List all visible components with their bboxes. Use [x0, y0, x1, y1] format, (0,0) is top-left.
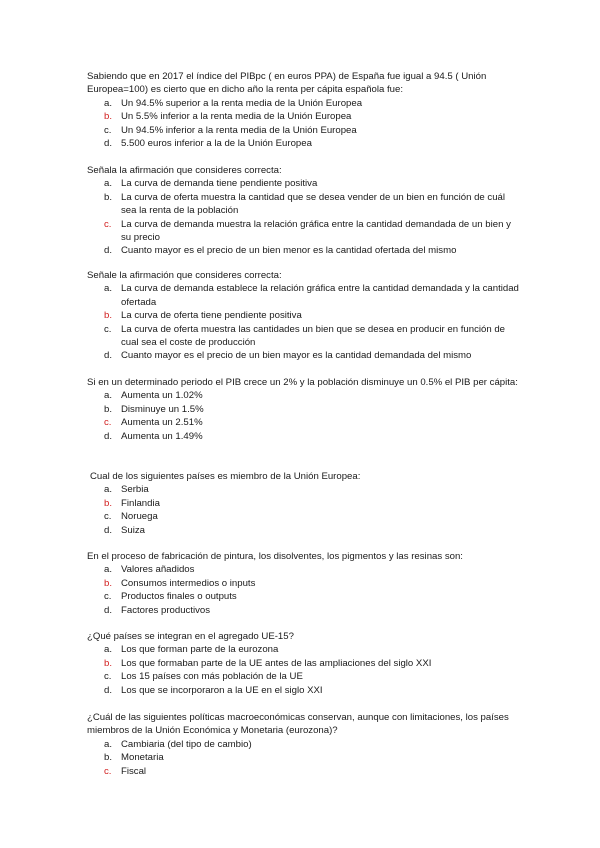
option-letter: d.: [104, 684, 113, 696]
options-list: [87, 282, 519, 362]
option-c: [87, 670, 519, 683]
option-text: Los que formaban parte de la UE antes de las ampliaciones del siglo XXI: [121, 657, 432, 669]
option-letter: b.: [104, 752, 113, 764]
option-letter: c.: [104, 511, 112, 523]
question-stem: Sabiendo que en 2017 el índice del PIBpc ( en euros PPA) de España fue igual a 94.5 ( Unión Europea=100) es cierto que en dicho año la renta per cápita española fue:: [87, 71, 487, 96]
question-stem: Cual de los siguientes países es miembro de la Unión Europea:: [90, 471, 361, 482]
option-text: La curva de demanda tiene pendiente positiva: [121, 178, 318, 190]
question-1: [87, 70, 519, 150]
option-b: [87, 191, 519, 218]
options-list: [87, 563, 519, 617]
option-text: La curva de oferta muestra la cantidad que se desea vender de un bien en función de cuál sea la renta de la población: [121, 191, 506, 217]
option-letter: a.: [104, 178, 113, 190]
option-c: [87, 590, 519, 603]
option-letter: d.: [104, 430, 113, 442]
option-letter-highlighted: b.: [104, 577, 113, 589]
option-letter-highlighted: c.: [104, 417, 112, 429]
option-c: [87, 416, 519, 429]
options-list: [87, 643, 519, 697]
option-text: Un 94.5% inferior a la renta media de la Unión Europea: [121, 124, 357, 136]
option-text: Aumenta un 1.49%: [121, 430, 203, 442]
option-letter: d.: [104, 245, 113, 257]
option-text: Consumos intermedios o inputs: [121, 577, 256, 589]
option-letter: c.: [104, 671, 112, 683]
option-letter-highlighted: c.: [104, 218, 112, 230]
question-stem: ¿Qué países se integran en el agregado UE-15?: [87, 631, 294, 642]
option-c: [87, 323, 519, 350]
option-b: [87, 110, 519, 123]
question-stem: En el proceso de fabricación de pintura, los disolventes, los pigmentos y las resinas son:: [87, 551, 463, 562]
option-text: La curva de oferta muestra las cantidades un bien que se desea en producir en función de cual sea el coste de producción: [121, 323, 506, 349]
question-2: [87, 164, 519, 258]
question-stem: ¿Cuál de las siguientes políticas macroeconómicas conservan, aunque con limitaciones, los países miembros de la Unión Económica y Monetaria (eurozona)?: [87, 712, 509, 737]
option-letter: d.: [104, 524, 113, 536]
option-letter-highlighted: c.: [104, 765, 112, 777]
option-b: [87, 497, 522, 510]
options-list: [87, 97, 519, 151]
option-text: Disminuye un 1.5%: [121, 403, 204, 415]
option-d: [87, 684, 519, 697]
option-letter: a.: [104, 97, 113, 109]
option-d: [87, 430, 519, 443]
option-text: Fiscal: [121, 765, 147, 777]
option-text: Cuanto mayor es el precio de un bien mayor es la cantidad demandada del mismo: [121, 350, 472, 362]
option-text: Valores añadidos: [121, 564, 195, 576]
option-text: Un 5.5% inferior a la renta media de la Unión Europea: [121, 111, 352, 123]
option-text: Cuanto mayor es el precio de un bien menor es la cantidad ofertada del mismo: [121, 245, 457, 257]
options-list: [87, 177, 519, 257]
option-a: [87, 177, 519, 190]
option-letter-highlighted: b.: [104, 111, 113, 123]
question-8: [87, 711, 519, 778]
option-d: [87, 349, 519, 362]
option-c: [87, 124, 519, 137]
options-list: [87, 389, 519, 443]
question-7: [87, 630, 519, 697]
option-a: [87, 483, 522, 496]
option-c: [87, 765, 519, 778]
option-letter: c.: [104, 591, 112, 603]
question-stem: Señala la afirmación que consideres correcta:: [87, 165, 282, 176]
option-letter: a.: [104, 484, 113, 496]
option-letter-highlighted: b.: [104, 310, 113, 322]
option-letter: b.: [104, 191, 113, 203]
option-a: [87, 738, 519, 751]
option-text: La curva de oferta tiene pendiente positiva: [121, 310, 302, 322]
option-letter: a.: [104, 644, 113, 656]
question-6: [87, 550, 519, 617]
option-letter-highlighted: b.: [104, 497, 113, 509]
option-d: [87, 524, 522, 537]
option-text: Finlandia: [121, 497, 160, 509]
option-a: [87, 97, 519, 110]
option-letter: d.: [104, 604, 113, 616]
option-text: Factores productivos: [121, 604, 211, 616]
option-text: Los que forman parte de la eurozona: [121, 644, 279, 656]
option-text: Noruega: [121, 511, 158, 523]
option-a: [87, 643, 519, 656]
question-stem: Si en un determinado periodo el PIB crece un 2% y la población disminuye un 0.5% el PIB per cápita:: [87, 377, 518, 388]
option-text: Los que se incorporaron a la UE en el siglo XXI: [121, 684, 323, 696]
options-list: [87, 738, 519, 778]
option-a: [87, 389, 519, 402]
option-d: [87, 604, 519, 617]
option-b: [87, 657, 519, 670]
option-letter: a.: [104, 564, 113, 576]
question-5: [90, 470, 522, 537]
option-b: [87, 309, 519, 322]
option-letter: a.: [104, 390, 113, 402]
options-list: [87, 483, 522, 537]
option-text: Cambiaria (del tipo de cambio): [121, 738, 252, 750]
question-stem: Señale la afirmación que consideres correcta:: [87, 270, 282, 281]
option-c: [87, 510, 522, 523]
option-letter: c.: [104, 323, 112, 335]
option-letter: b.: [104, 403, 113, 415]
option-text: Aumenta un 2.51%: [121, 417, 203, 429]
option-text: Un 94.5% superior a la renta media de la Unión Europea: [121, 97, 363, 109]
option-letter: a.: [104, 738, 113, 750]
option-text: Productos finales o outputs: [121, 591, 237, 603]
option-d: [87, 137, 519, 150]
option-letter-highlighted: b.: [104, 657, 113, 669]
question-3: [87, 269, 519, 363]
option-letter: c.: [104, 124, 112, 136]
option-b: [87, 751, 519, 764]
option-b: [87, 577, 519, 590]
option-b: [87, 403, 519, 416]
option-text: Los 15 países con más población de la UE: [121, 671, 303, 683]
option-text: Suiza: [121, 524, 145, 536]
option-text: Aumenta un 1.02%: [121, 390, 203, 402]
option-text: La curva de demanda establece la relación gráfica entre la cantidad demandada y la cantidad ofertada: [121, 283, 519, 308]
option-d: [87, 244, 519, 257]
option-text: 5.500 euros inferior a la de la Unión Europea: [121, 138, 312, 150]
option-letter: a.: [104, 283, 113, 295]
option-text: Monetaria: [121, 752, 164, 764]
option-a: [87, 563, 519, 576]
option-text: Serbia: [121, 484, 149, 496]
option-letter: d.: [104, 138, 113, 150]
option-a: [87, 282, 519, 309]
option-c: [87, 218, 519, 245]
option-text: La curva de demanda muestra la relación gráfica entre la cantidad demandada de un bien y su precio: [121, 218, 511, 244]
option-letter: d.: [104, 350, 113, 362]
question-4: [87, 376, 519, 443]
